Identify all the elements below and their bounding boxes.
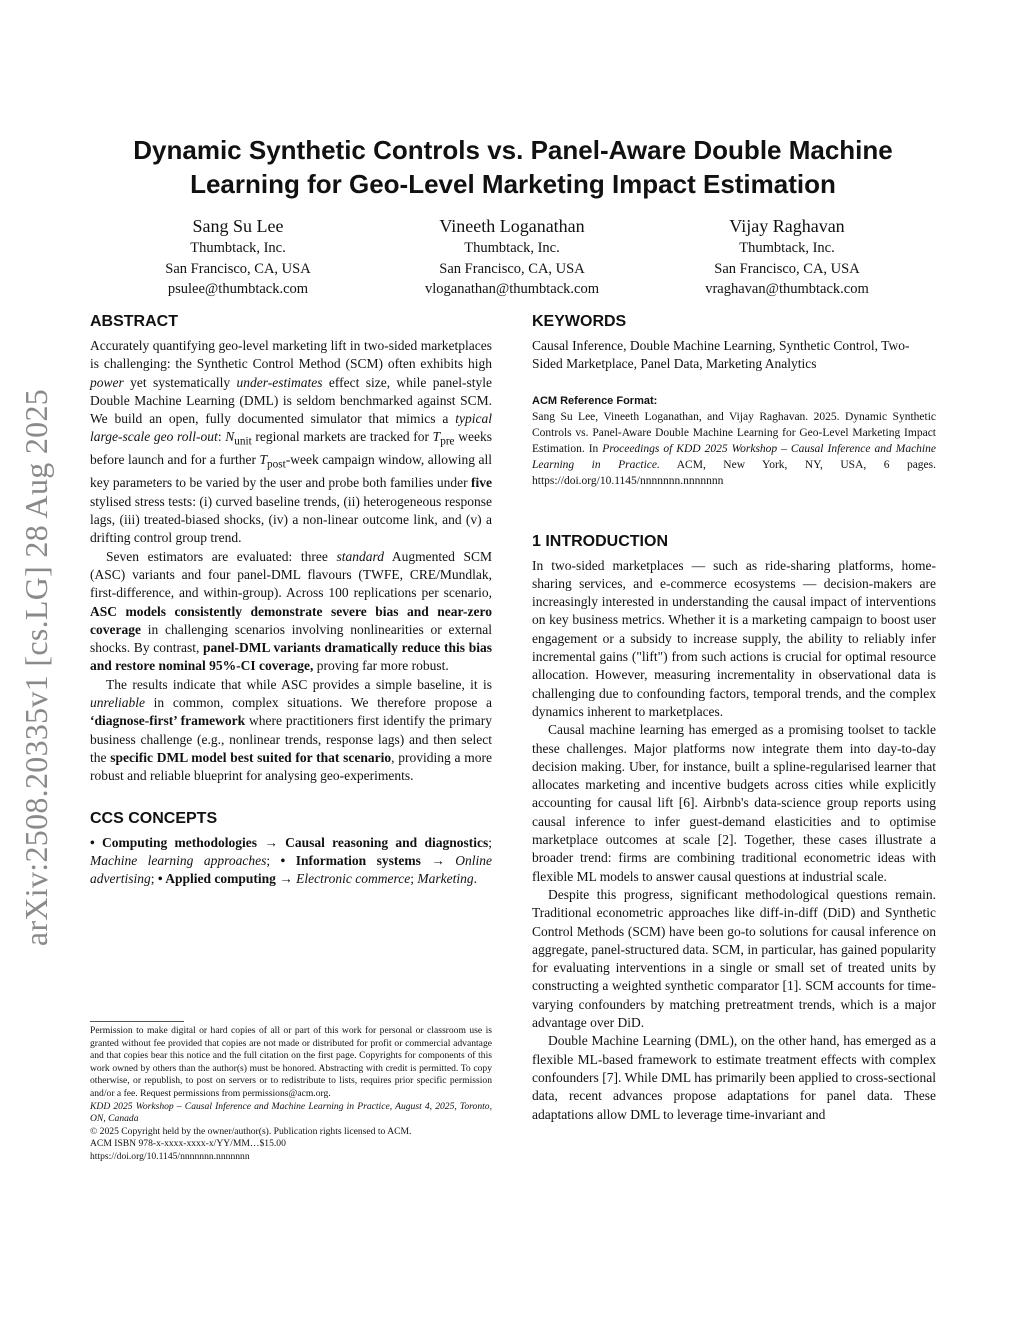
left-column xyxy=(90,311,492,1162)
arxiv-stamp xyxy=(15,372,59,962)
isbn-line: ACM ISBN 978-x-xxxx-xxxx-x/YY/MM…$15.00 xyxy=(90,1138,286,1150)
author-block xyxy=(657,214,917,300)
doi-link[interactable]: https://doi.org/10.1145/nnnnnnn.nnnnnnn xyxy=(90,1150,250,1162)
copyright-line: © 2025 Copyright held by the owner/author(s). Publication rights licensed to ACM. xyxy=(90,1125,412,1137)
author-location: San Francisco, CA, USA xyxy=(714,260,860,277)
abstract-paragraph: Accurately quantifying geo-level marketing lift in two-sided marketplaces is challenging: the Synthetic Control Method (SCM) often exhibits high power yet systematically under-estimates effect size, while panel-style Double Machine Learning (DML) is seldom benchmarked against SCM. We build an open, fully documented simulator that mimics a typical large-scale geo roll-out: $N_{unit}$ regional markets are tracked for $T_{pre}$ weeks before launch and for a further $T_{post}$-week campaign window, allowing all key parameters to be varied by the user and probe both families under five stylised stress tests: (i) curved baseline trends, (ii) heterogeneous response lags, (iii) treated-biased shocks, (iv) a non-linear outcome link, and (v) a drifting control group trend. xyxy=(90,338,492,546)
abstract-heading: ABSTRACT xyxy=(90,313,178,330)
author-email[interactable]: psulee@thumbtack.com xyxy=(167,281,309,297)
author-name: Sang Su Lee xyxy=(192,216,284,236)
author-name: Vineeth Loganathan xyxy=(439,216,585,236)
intro-paragraph: In two-sided marketplaces — such as ride-sharing platforms, home-sharing services, and e-commerce ecosystems — decision-makers are increasingly interested in understanding the causal impact of interventions on key business metrics. Whether it is a marketing campaign to boost user engagement or a subsidy to increase supply, the ability to reliably infer incremental gains ("lift") from such actions is crucial for optimal resource allocation. However, measuring incrementality in observational data is challenging due to confounding factors, temporal trends, and the complex dynamics inherent to marketplaces. xyxy=(532,557,936,719)
introduction-heading: 1 INTRODUCTION xyxy=(532,532,668,550)
author-block xyxy=(382,214,642,300)
author-affiliation: Thumbtack, Inc. xyxy=(190,240,286,256)
author-block xyxy=(108,214,368,300)
paper-title: Dynamic Synthetic Controls vs. Panel-Aware Double Machine Learning for Geo-Level Marketing Impact Estimation xyxy=(133,135,893,199)
acm-reference-text: Sang Su Lee, Vineeth Loganathan, and Vijay Raghavan. 2025. Dynamic Synthetic Controls vs. Panel-Aware Double Machine Learning for Geo-Level Marketing Impact Estimation. In Proceedings of KDD 2025 Workshop – Causal Inference and Machine Learning in Practice. ACM, New York, NY, USA, 6 pages. https://doi.org/10.1145/nnnnnnn.nnnnnnn xyxy=(532,410,937,487)
copyright-footnote xyxy=(90,1021,492,1164)
author-email[interactable]: vraghavan@thumbtack.com xyxy=(705,281,869,297)
author-location: San Francisco, CA, USA xyxy=(165,260,311,277)
author-email[interactable]: vloganathan@thumbtack.com xyxy=(424,281,599,297)
intro-paragraph: Despite this progress, significant methodological questions remain. Traditional econometric approaches like diff-in-diff (DiD) and Synthetic Control Methods (SCM) have been go-to solutions for causal inference on aggregate, panel-structured data. SCM, in particular, has gained popularity for evaluating interventions in a single or small set of treated units by constructing a weighted synthetic comparator [1]. SCM accounts for time-varying confounders by matching pretreatment trends, which is a major advantage over DiD. xyxy=(532,886,936,1031)
footnote-rule xyxy=(90,1021,184,1022)
ccs-heading: CCS CONCEPTS xyxy=(90,809,218,827)
arxiv-id: arXiv:2508.20335v1 [cs.LG] 28 Aug 2025 xyxy=(18,388,55,946)
intro-paragraph: Double Machine Learning (DML), on the other hand, has emerged as a flexible ML-based framework to estimate treatment effects with complex confounders [7]. While DML has primarily been applied to cross-sectional data, recent advances propose adaptations for panel data. These adaptations allow DML to leverage time-invariant and xyxy=(532,1033,936,1122)
abstract-paragraph: The results indicate that while ASC provides a simple baseline, it is unreliable in common, complex situations. We therefore propose a ‘diagnose-first’ framework where practitioners first identify the primary business challenge (e.g., nonlinear trends, response lags) and then select the specific DML model best suited for that scenario, providing a more robust and reliable blueprint for analysing geo-experiments. xyxy=(90,676,492,784)
abstract-paragraph: Seven estimators are evaluated: three standard Augmented SCM (ASC) variants and four panel-DML flavours (TWFE, CRE/Mundlak, first-difference, and within-group). Across 100 replications per scenario, ASC models consistently demonstrate severe bias and near-zero coverage in challenging scenarios involving nonlinearities or external shocks. By contrast, panel-DML variants dramatically reduce this bias and restore nominal 95%-CI coverage, proving far more robust. xyxy=(90,548,492,674)
intro-paragraph: Causal machine learning has emerged as a promising toolset to tackle these challenges. Major platforms now integrate them into day-to-day decision making. Uber, for instance, built a spline-regularised learner that allocates marketing and incentive budgets across cities while explicitly accounting for causal lift [6]. Airbnb's data-science group reports using causal inference to infer guest-demand elasticities and to optimise marketplace outcomes at scale [2]. Together, these cases illustrate a broader trend: firms are combining traditional econometric ideas with flexible ML models to answer causal questions at industrial scale. xyxy=(532,722,936,884)
keywords-heading: KEYWORDS xyxy=(532,313,627,330)
author-location: San Francisco, CA, USA xyxy=(439,260,585,277)
keywords-list: Causal Inference, Double Machine Learning, Synthetic Control, Two-Sided Marketplace, Panel Data, Marketing Analytics xyxy=(532,338,910,372)
ccs-concepts: • Computing methodologies → Causal reasoning and diagnostics; Machine learning approaches; • Information systems → Online advertising; • Applied computing → Electronic commerce; Marketing. xyxy=(90,834,492,887)
venue-line: KDD 2025 Workshop – Causal Inference and Machine Learning in Practice, August 4, 2025, Toronto, ON, Canada xyxy=(90,1100,492,1125)
author-affiliation: Thumbtack, Inc. xyxy=(739,240,835,256)
author-affiliation: Thumbtack, Inc. xyxy=(464,240,560,256)
permission-notice: Permission to make digital or hard copies of all or part of this work for personal or classroom use is granted without fee provided that copies are not made or distributed for profit or commercial advantage and that copies bear this notice and the full citation on the first page. Copyrights for components of this work owned by others than the author(s) must be honored. Abstracting with credit is permitted. To copy otherwise, or republish, to post on servers or to redistribute to lists, requires prior specific permission and/or a fee. Request permissions from permissions@acm.org. xyxy=(90,1025,492,1099)
acm-reference-heading: ACM Reference Format: xyxy=(532,394,658,407)
right-column xyxy=(532,311,936,1124)
author-name: Vijay Raghavan xyxy=(729,216,845,236)
